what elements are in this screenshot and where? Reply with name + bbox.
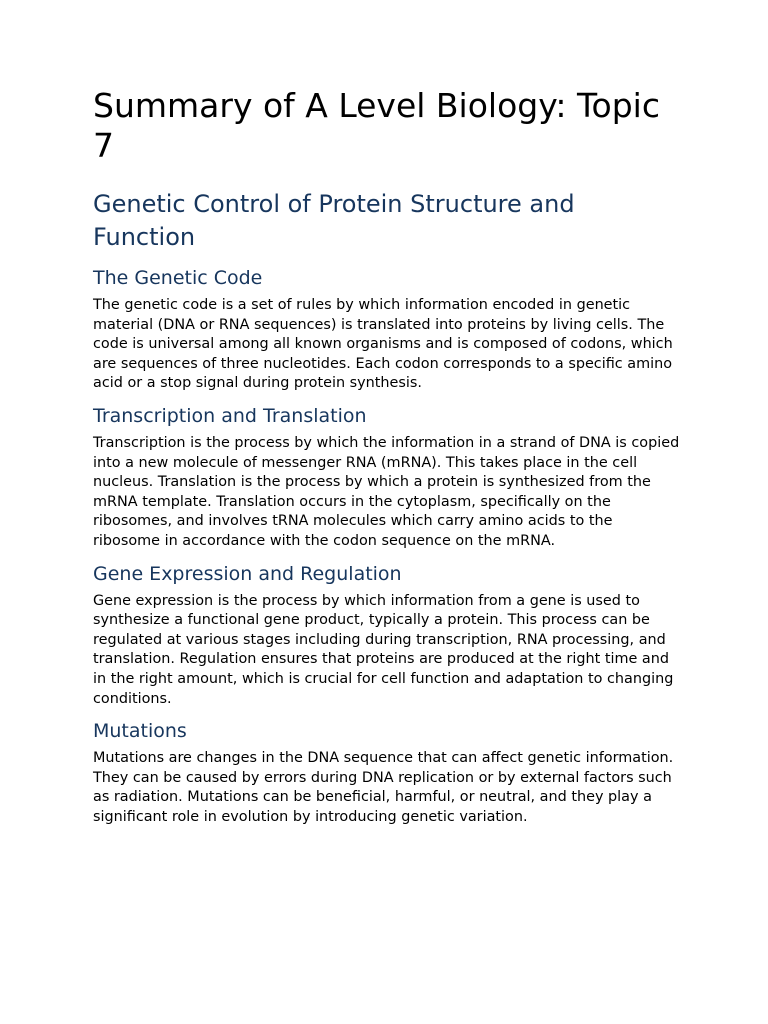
section-title: Genetic Control of Protein Structure and Function [93, 190, 575, 251]
paragraph-genetic-code: The genetic code is a set of rules by which information encoded in genetic material (DNA or RNA sequences) is translated into proteins by living cells. The code is universal among all known organisms and is composed of codons, which are sequences of three nucleotides. Each codon corresponds to a specific amino acid or a stop signal during protein synthesis. [93, 297, 673, 392]
document-page [93, 86, 683, 827]
paragraph-transcription-translation: Transcription is the process by which the information in a strand of DNA is copied into a new molecule of messenger RNA (mRNA). This takes place in the cell nucleus. Translation is the process by which a protein is synthesized from the mRNA template. Translation occurs in the cytoplasm, specifically on the ribosomes, and involves tRNA molecules which carry amino acids to the ribosome in accordance with the codon sequence on the mRNA. [93, 434, 680, 549]
heading-mutations: Mutations [93, 720, 187, 743]
paragraph-gene-expression: Gene expression is the process by which information from a gene is used to synthesize a functional gene product, typically a protein. This process can be regulated at various stages including during transcription, RNA processing, and translation. Regulation ensures that proteins are produced at the right time and in the right amount, which is crucial for cell function and adaptation to changing conditions. [93, 592, 674, 707]
paragraph-mutations: Mutations are changes in the DNA sequence that can affect genetic information. They can be caused by errors during DNA replication or by external factors such as radiation. Mutations can be beneficial, harmful, or neutral, and they play a significant role in evolution by introducing genetic variation. [93, 750, 674, 825]
document-title: Summary of A Level Biology: Topic 7 [93, 86, 660, 165]
heading-transcription-translation: Transcription and Translation [93, 404, 367, 427]
heading-gene-expression: Gene Expression and Regulation [93, 562, 402, 585]
heading-genetic-code: The Genetic Code [93, 267, 263, 289]
